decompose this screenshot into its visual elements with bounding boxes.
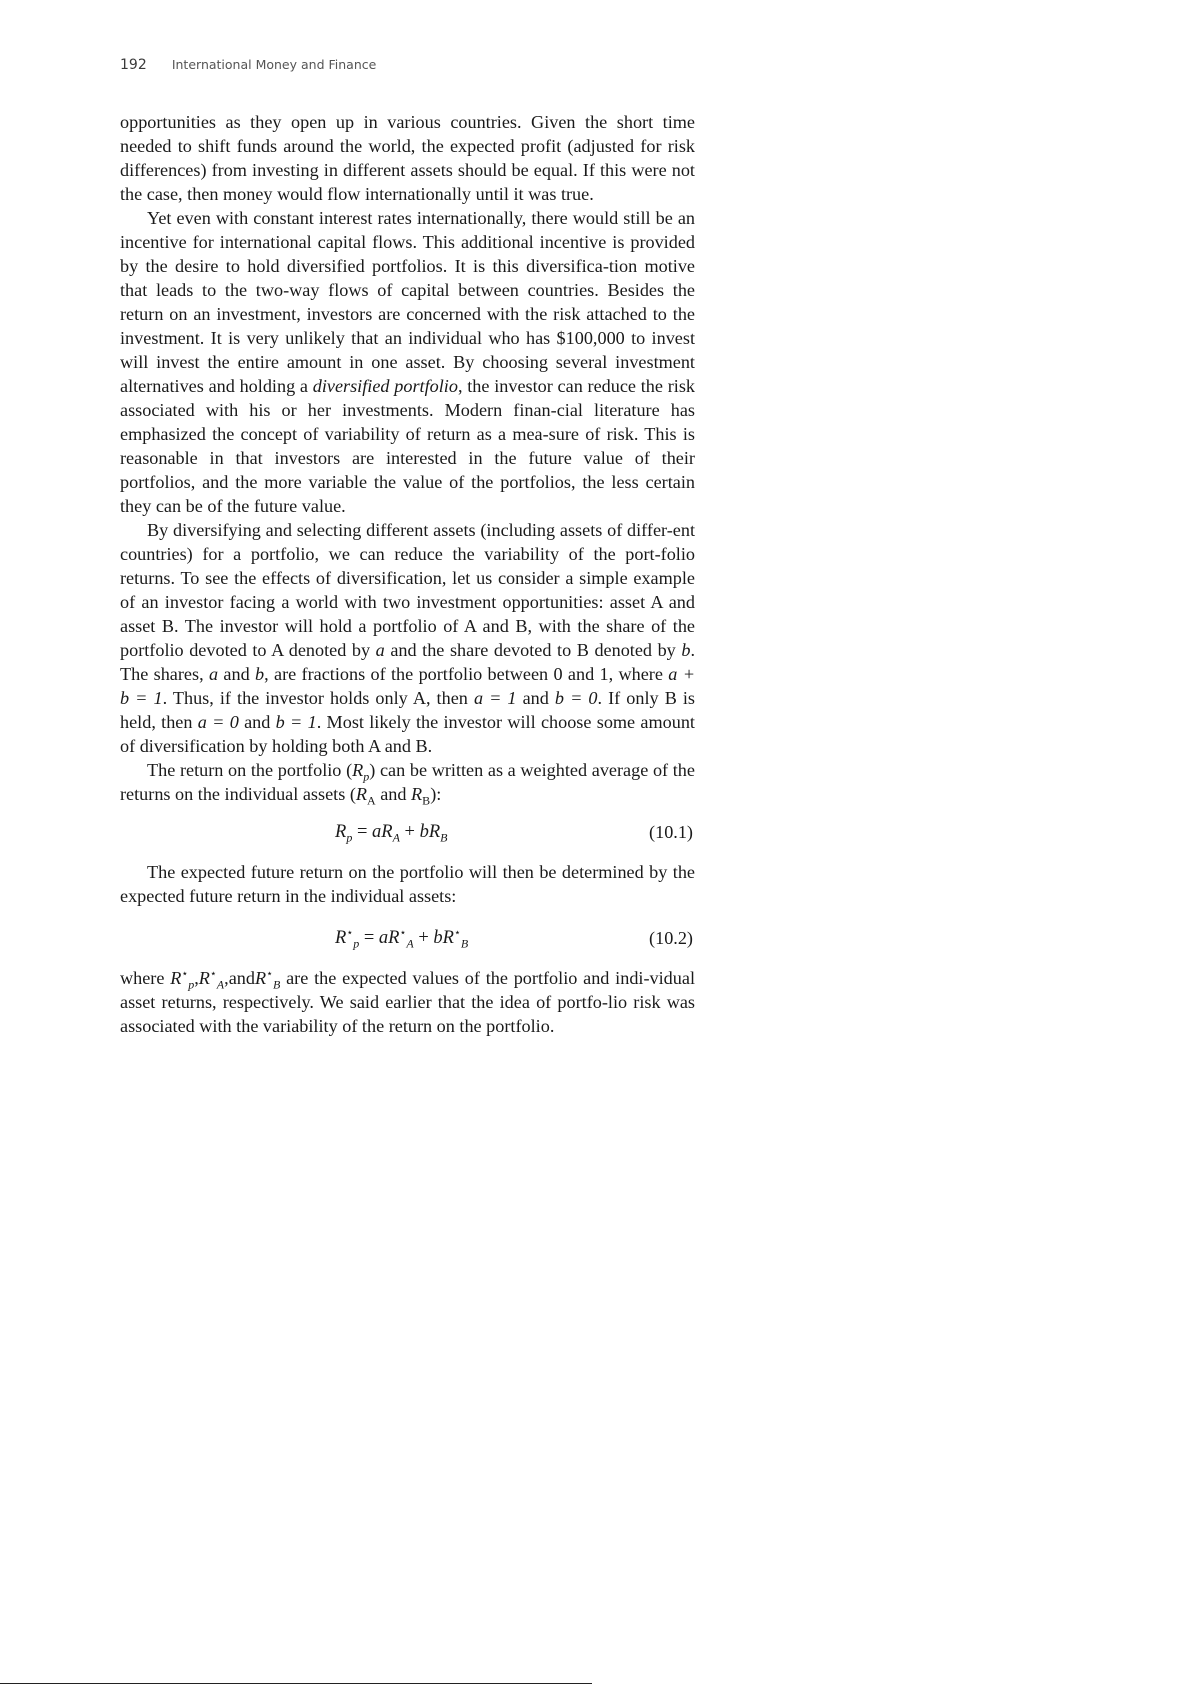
sym-r: R <box>254 968 267 988</box>
expr-b-eq-0: b = 0 <box>554 688 598 708</box>
sym-p: p <box>353 936 360 951</box>
star: ⋆ <box>453 926 461 939</box>
expr-a-eq-1: a = 1 <box>473 688 517 708</box>
sym-p: p <box>188 977 195 992</box>
formula-10-1 <box>335 820 448 844</box>
p4-c: and <box>375 784 412 804</box>
p3-h: . If only B is held, then <box>120 688 696 732</box>
sym-a: A <box>406 936 414 951</box>
var-b: b <box>681 640 691 660</box>
sym-r: R <box>335 822 347 842</box>
equation-number-10-2: (10.2) <box>649 928 693 948</box>
p3-j: . Most likely the investor will choose some amount of diversification by holding both A and B. <box>120 712 695 756</box>
var-a: a <box>208 664 219 684</box>
paragraph-1: opportunities as they open up in various countries. Given the short time needed to shift funds around the world, the expected profit (adjusted for risk differences) from investing in different assets should be equal. If this were not the case, then money would flow internationally until it was true. <box>120 112 695 204</box>
running-header <box>120 54 376 73</box>
star: ⋆ <box>266 967 273 980</box>
sym-r: R <box>335 928 347 948</box>
p4-b: ) can be written as a weighted average of the returns on the individual assets ( <box>120 760 695 804</box>
p2-after: , the investor can reduce the risk associated with his or her investments. Modern finan-cial literature has emphasized the concept of variability of return as a mea-sure of risk. This is reasonable in that investors are interested in the future value of their portfolios, and the more variable the value of the portfolios, the less certain they can be of the future value. <box>120 376 695 516</box>
sym-b: B <box>272 977 281 992</box>
p3-a: By diversifying and selecting different assets (including assets of differ-ent countries) for a portfolio, we can reduce the variability of the port-folio returns. To see the effects of diversification, let us consider a simple example of an investor facing a world with two investment opportunities: asset A and asset B. The investor will hold a portfolio of A and B, with the share of the portfolio devoted to A denoted by <box>120 520 695 660</box>
running-title: International Money and Finance <box>171 57 377 72</box>
sep-2: , <box>224 968 229 988</box>
sym-p: p <box>363 769 370 784</box>
sym-a: A <box>392 830 400 845</box>
star: ⋆ <box>209 967 217 980</box>
sym-a: A <box>216 977 225 992</box>
paragraph-3 <box>120 518 695 758</box>
sep-1: , <box>194 968 199 988</box>
eq1-equals: = <box>352 822 372 842</box>
var-a: a <box>375 640 385 660</box>
p4-d: ): <box>430 784 442 804</box>
p3-d: and <box>218 664 256 684</box>
eq1-plus: + <box>399 822 420 842</box>
p6-b: are the expected values of the portfolio and indi-vidual asset returns, respectively. We said earlier that the idea of portfo-lio risk was associated with the variability of the return on the portfolio. <box>120 968 695 1036</box>
formula-10-2 <box>335 926 468 950</box>
sym-r: R <box>198 968 210 988</box>
star: ⋆ <box>181 967 189 980</box>
sym-b: B <box>422 793 431 808</box>
sym-r: R <box>352 760 364 780</box>
p4-a: The return on the portfolio ( <box>147 760 353 780</box>
p2-before: Yet even with constant interest rates internationally, there would still be an incentive for international capital flows. This additional incentive is provided by the desire to hold diversified portfolios. It is this diversifica-tion motive that leads to the two-way flows of capital between countries. Besides the return on an investment, investors are concerned with the risk attached to the investment. It is very unlikely that an individual who has $100,000 to invest will invest the entire amount in one asset. By choosing several investment alternatives and holding a <box>120 208 695 396</box>
expr-a-plus-b: a + b = 1 <box>120 664 695 708</box>
sym-r: R <box>355 784 368 804</box>
sym-r: R <box>170 968 182 988</box>
body-text <box>120 110 695 1038</box>
p2-emphasis: diversified portfolio <box>312 376 458 396</box>
eq2-ar: aR <box>378 928 400 948</box>
paragraph-6 <box>120 966 695 1038</box>
p3-g: and <box>516 688 555 708</box>
p3-f: . Thus, if the investor holds only A, then <box>162 688 474 708</box>
var-b: b <box>255 664 265 684</box>
sym-a: A <box>367 793 376 808</box>
eq2-equals: = <box>359 928 379 948</box>
paragraph-4 <box>120 758 695 806</box>
p3-e: , are fractions of the portfolio between 0 and 1, where <box>264 664 669 684</box>
eq2-plus: + <box>413 928 434 948</box>
sym-r: R <box>411 784 423 804</box>
page-number: 192 <box>120 57 147 73</box>
equation-number-10-1: (10.1) <box>649 822 693 842</box>
word-and: and <box>228 968 255 988</box>
sym-p: p <box>346 830 353 845</box>
p6-a: where <box>120 968 171 988</box>
star: ⋆ <box>346 926 354 939</box>
footer-rule <box>0 1683 592 1684</box>
paragraph-2 <box>120 206 695 518</box>
equation-10-1 <box>120 806 695 860</box>
p3-b: and the share devoted to B denoted by <box>384 640 682 660</box>
eq1-ar: aR <box>372 822 393 842</box>
eq2-br: bR <box>433 928 454 948</box>
p3-i: and <box>238 712 276 732</box>
p3-c: . The shares, <box>120 640 695 684</box>
expr-a-eq-0: a = 0 <box>197 712 239 732</box>
eq1-br: bR <box>419 822 441 842</box>
equation-10-2 <box>120 908 695 966</box>
sym-b: B <box>440 830 448 845</box>
star: ⋆ <box>399 926 407 939</box>
expr-b-eq-1: b = 1 <box>275 712 317 732</box>
sym-b: B <box>460 936 469 951</box>
paragraph-5: The expected future return on the portfolio will then be determined by the expected future return in the individual assets: <box>120 862 695 906</box>
